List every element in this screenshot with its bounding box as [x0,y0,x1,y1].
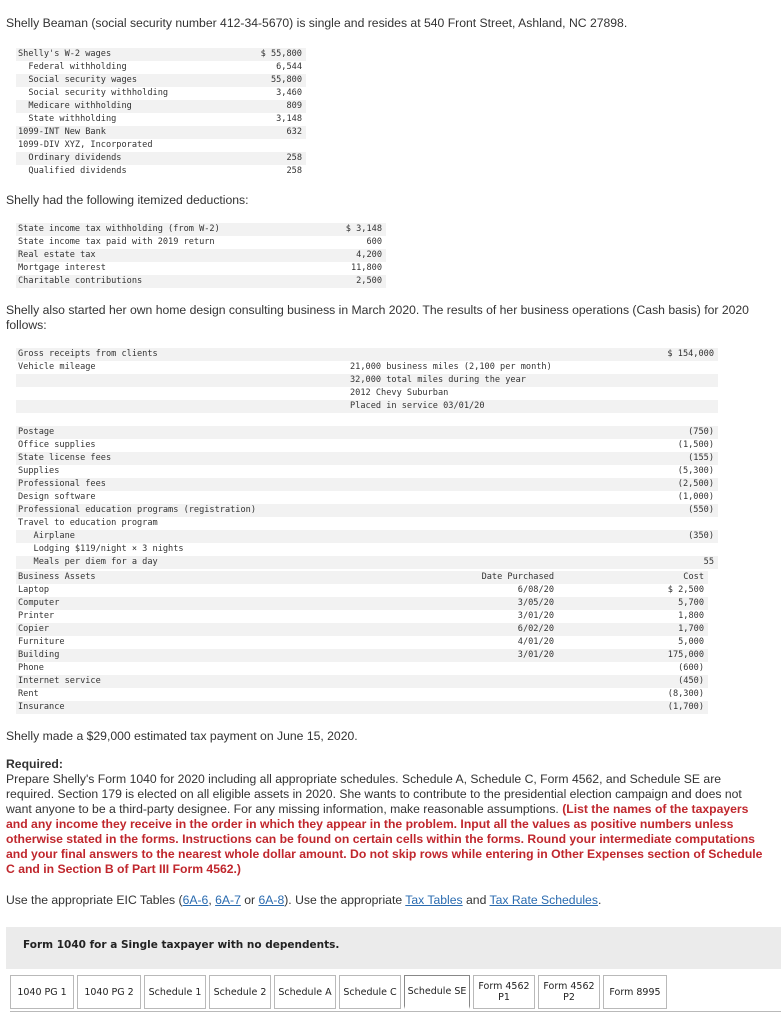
table-row [16,478,718,491]
eic-and: and [462,893,490,907]
row-value: 4,200 [356,250,382,260]
tab-label: Form 4562 P1 [478,981,530,1003]
row-label: State income tax paid with 2019 return [18,237,215,247]
row-label: Insurance [18,702,65,712]
row-value: 55,800 [270,75,302,85]
table-row [16,113,306,126]
tab-form-4562-p2[interactable] [538,975,600,1009]
tab-schedule-1[interactable]: Schedule 1 [144,975,206,1009]
row-label: Airplane [18,531,75,541]
row-label: Vehicle mileage [18,362,96,372]
tax-tables-link[interactable]: Tax Tables [405,893,463,907]
tab-1040-pg-1[interactable]: 1040 PG 1 [10,975,74,1009]
table-row [16,236,386,249]
row-value: 6,544 [276,62,302,72]
row-value: 5,000 [678,637,704,647]
row-value: 5,700 [678,598,704,608]
estimated-payment-text: Shelly made a $29,000 estimated tax payment on June 15, 2020. [6,729,358,743]
tab-form-8995[interactable]: Form 8995 [603,975,667,1009]
table-row [16,623,708,636]
row-detail: 32,000 total miles during the year [350,375,526,385]
row-label: Medicare withholding [18,101,132,111]
row-value: 11,800 [350,263,382,273]
row-value: Cost [683,572,704,582]
required-section [6,757,766,877]
itemized-table [16,223,386,288]
row-label: Supplies [18,466,60,476]
row-label: Professional fees [18,479,106,489]
row-label: Meals per diem for a day [18,557,158,567]
assets-table [16,571,708,714]
tab-schedule-c[interactable]: Schedule C [339,975,401,1009]
row-label: Travel to education program [18,518,158,528]
eic-table-6a6-link[interactable]: 6A-6 [182,893,209,907]
table-row [16,662,708,675]
eic-line [6,893,601,908]
tab-divider [10,1011,781,1012]
table-row [16,504,718,517]
table-row [16,223,386,236]
table-row [16,87,306,100]
tax-rate-schedules-link[interactable]: Tax Rate Schedules [489,893,598,907]
row-value: 3,148 [276,114,302,124]
row-value: 600 [366,237,382,247]
table-row [16,426,718,439]
row-value: 3,460 [276,88,302,98]
tab-1040-pg-2[interactable]: 1040 PG 2 [77,975,141,1009]
table-row [16,348,718,361]
row-label: Laptop [18,585,50,595]
row-detail: 6/08/20 [517,585,554,595]
table-row [16,571,708,584]
row-label: State withholding [18,114,117,124]
required-red-text: (List the names of the taxpayers and any income they receive in the order in which they appear in the problem. Input all the values as positive numbers unless otherwise stated in the forms. Instructions can be found on certain cells within the forms. Round your intermediate computations and your final answers to the nearest whole dollar amount. Do not skip rows while entering in Other Expenses section of Schedule C and in Section B of Part III Form 4562.) [6,802,763,876]
table-row [16,100,306,113]
row-value: $ 55,800 [260,49,302,59]
row-label: State income tax withholding (from W-2) [18,224,220,234]
row-detail: 6/02/20 [517,624,554,634]
row-label: Shelly's W-2 wages [18,49,112,59]
table-row [16,275,386,288]
w2-table [16,48,306,178]
row-value: (550) [688,505,714,515]
row-label: Qualified dividends [18,166,127,176]
row-value: $ 2,500 [667,585,704,595]
row-detail: Date Purchased [481,572,554,582]
row-label: Building [18,650,60,660]
row-label: Lodging $119/night × 3 nights [18,544,184,554]
row-value: (1,500) [677,440,714,450]
row-label: Furniture [18,637,65,647]
required-instructions [6,772,766,877]
row-value: (2,500) [677,479,714,489]
row-label: Printer [18,611,55,621]
row-value: 2,500 [356,276,382,286]
table-row [16,165,306,178]
required-text: Prepare Shelly's Form 1040 for 2020 including all appropriate schedules. Schedule A, Schedule C, Form 4562, and Schedule SE are required. Section 179 is elected on all eligible assets in 2020. She wants to contribute to the presidential election campaign and does not want anyone to be a third-party designee. For any missing information, make reasonable assumptions. [6,772,742,816]
tab-form-4562-p1[interactable] [473,975,535,1009]
row-label: Mortgage interest [18,263,106,273]
row-label: Phone [18,663,44,673]
tab-label: Form 4562 P2 [543,981,595,1003]
row-detail: 4/01/20 [517,637,554,647]
required-heading: Required: [6,757,63,771]
intro-text: Shelly Beaman (social security number 412-34-5670) is single and resides at 540 Front Street, Ashland, NC 27898. [6,16,628,30]
table-row [16,675,708,688]
table-row [16,491,718,504]
tab-schedule-2[interactable]: Schedule 2 [209,975,271,1009]
table-row [16,701,708,714]
row-label: Federal withholding [18,62,127,72]
table-row [16,139,306,152]
row-label: State license fees [18,453,112,463]
row-detail: 21,000 business miles (2,100 per month) [350,362,552,372]
row-value: $ 154,000 [667,349,714,359]
row-value: 55 [703,557,714,567]
table-row [16,530,718,543]
row-label: Computer [18,598,60,608]
table-row [16,126,306,139]
table-row [16,262,386,275]
eic-end: . [597,893,602,907]
row-value: (450) [678,676,704,686]
table-row [16,48,306,61]
row-label: Postage [18,427,55,437]
row-value: 809 [286,101,302,111]
table-row [16,610,708,623]
row-label: 1099-DIV XYZ, Incorporated [18,140,153,150]
row-label: 1099-INT New Bank [18,127,106,137]
form-header-bar [6,927,781,969]
row-value: (750) [688,427,714,437]
row-value: (5,300) [677,466,714,476]
row-label: Professional education programs (registration) [18,505,256,515]
table-row [16,387,718,400]
row-value: 258 [286,166,302,176]
row-value: (1,000) [677,492,714,502]
row-value: 258 [286,153,302,163]
table-row [16,556,718,569]
row-detail: 3/05/20 [517,598,554,608]
row-value: (350) [688,531,714,541]
row-value: 1,700 [678,624,704,634]
row-label: Design software [18,492,96,502]
table-row [16,74,306,87]
row-label: Charitable contributions [18,276,143,286]
row-value: (8,300) [667,689,704,699]
row-label: Gross receipts from clients [18,349,158,359]
table-row [16,465,718,478]
row-label: Business Assets [18,572,96,582]
table-row [16,597,708,610]
row-value: (600) [678,663,704,673]
table-row [16,517,718,530]
tab-schedule-se[interactable]: Schedule SE [404,975,470,1009]
business-table [16,348,718,569]
row-label: Internet service [18,676,101,686]
row-detail: 3/01/20 [517,611,554,621]
row-label: Copier [18,624,50,634]
row-value: $ 3,148 [345,224,382,234]
table-row [16,584,708,597]
table-row [16,61,306,74]
row-label: Social security withholding [18,88,169,98]
form-header-title: Form 1040 for a Single taxpayer with no dependents. [23,939,340,951]
row-value: 175,000 [667,650,704,660]
business-intro: Shelly also started her own home design consulting business in March 2020. The results of her business operations (Cash basis) for 2020 follows: [6,303,749,332]
row-value: (155) [688,453,714,463]
row-label: Real estate tax [18,250,96,260]
tab-schedule-a[interactable]: Schedule A [274,975,336,1009]
table-row [16,374,718,387]
row-label: Ordinary dividends [18,153,122,163]
row-label: Social security wages [18,75,137,85]
form-tabs [10,975,670,1011]
eic-sep2: or [240,893,259,907]
eic-mid: ). Use the appropriate [284,893,406,907]
table-row [16,452,718,465]
row-detail: 2012 Chevy Suburban [350,388,449,398]
table-row [16,152,306,165]
row-detail: 3/01/20 [517,650,554,660]
eic-pre: Use the appropriate EIC Tables ( [6,893,183,907]
itemized-intro: Shelly had the following itemized deductions: [6,193,249,207]
eic-sep1: , [208,893,216,907]
table-row [16,439,718,452]
row-value: 632 [286,127,302,137]
eic-table-6a8-link[interactable]: 6A-8 [258,893,285,907]
table-row [16,649,708,662]
table-row [16,636,708,649]
row-value: 1,800 [678,611,704,621]
row-label: Rent [18,689,39,699]
row-detail: Placed in service 03/01/20 [350,401,485,411]
table-row [16,688,708,701]
table-row [16,543,718,556]
table-row [16,413,718,426]
table-row [16,361,718,374]
table-row [16,400,718,413]
table-row [16,249,386,262]
row-label: Office supplies [18,440,96,450]
eic-table-6a7-link[interactable]: 6A-7 [215,893,241,907]
row-value: (1,700) [667,702,704,712]
